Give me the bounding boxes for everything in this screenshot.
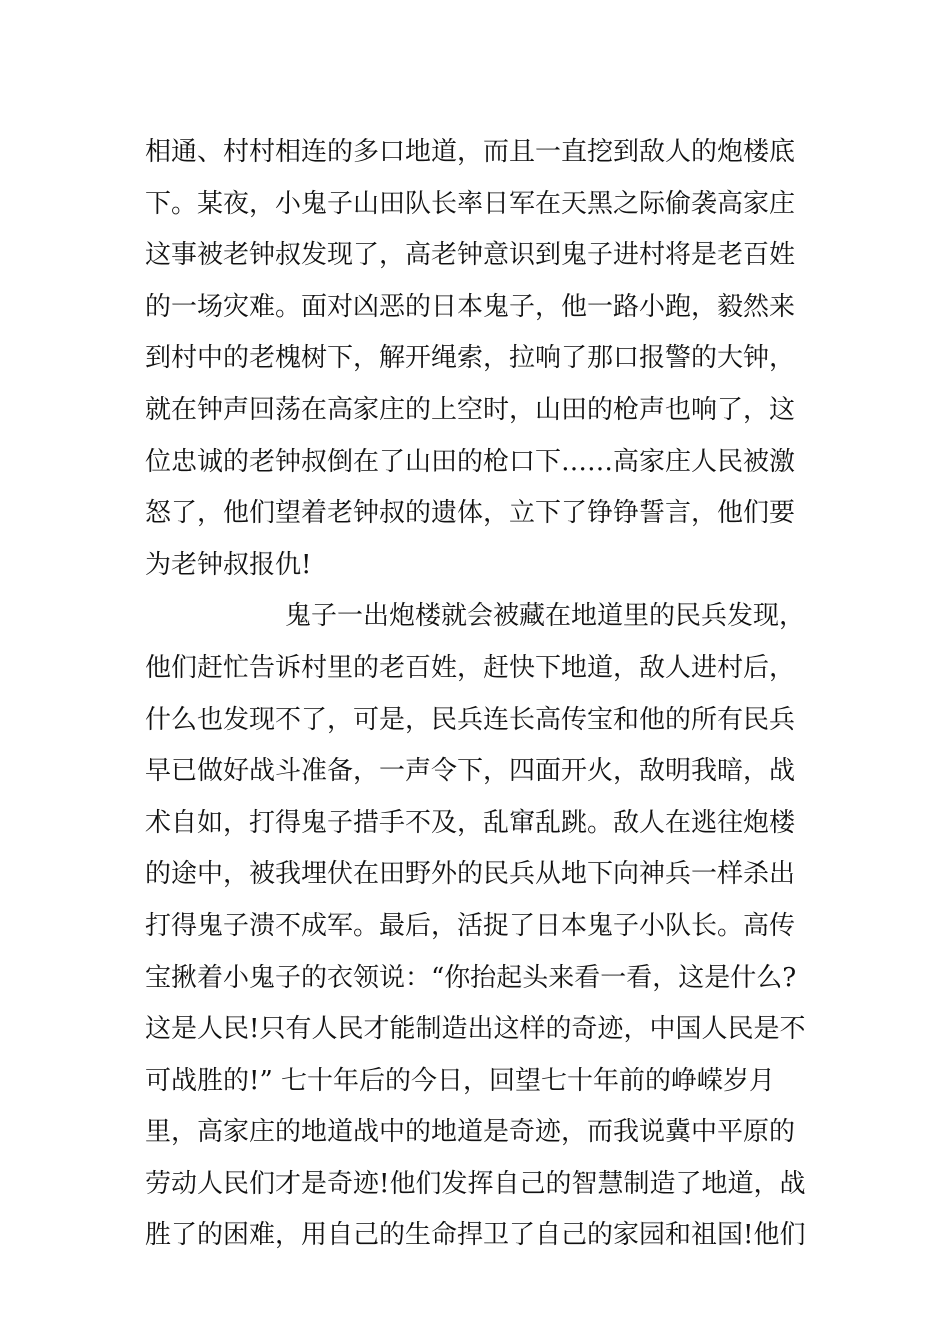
text-line: 怒了，他们望着老钟叔的遗体，立下了铮铮誓言，他们要 (145, 498, 796, 529)
text-line: 打得鬼子溃不成军。最后，活捉了日本鬼子小队长。高传 (145, 910, 796, 941)
text-line: 胜了的困难，用自己的生命捍卫了自己的家园和祖国!他们 (145, 1220, 806, 1251)
text-line: 宝揪着小鬼子的衣领说：“你抬起头来看一看，这是什么? (145, 962, 797, 993)
body-text (145, 127, 815, 1262)
text-line: 为老钟叔报仇! (145, 549, 312, 580)
text-line: 相通、村村相连的多口地道，而且一直挖到敌人的炮楼底 (145, 137, 796, 167)
text-line: 下。某夜，小鬼子山田队长率日军在天黑之际偷袭高家庄 (145, 188, 796, 219)
text-line: 他们赶忙告诉村里的老百姓，赶快下地道，敌人进村后， (145, 652, 796, 683)
text-line: 什么也发现不了，可是，民兵连长高传宝和他的所有民兵 (145, 704, 796, 735)
text-line: 这是人民!只有人民才能制造出这样的奇迹，中国人民是不 (145, 1014, 806, 1045)
paragraph-start-line: 鬼子一出炮楼就会被藏在地道里的民兵发现， (285, 601, 806, 632)
text-line: 劳动人民们才是奇迹!他们发挥自己的智慧制造了地道，战 (145, 1168, 806, 1199)
text-line: 可战胜的!” 七十年后的今日，回望七十年前的峥嵘岁月 (145, 1065, 776, 1096)
text-line: 到村中的老槐树下，解开绳索，拉响了那口报警的大钟， (145, 343, 796, 374)
text-line: 位忠诚的老钟叔倒在了山田的枪口下……高家庄人民被激 (145, 446, 796, 477)
text-line: 术自如，打得鬼子措手不及，乱窜乱跳。敌人在逃往炮楼 (145, 807, 796, 838)
text-line: 早已做好战斗准备，一声令下，四面开火，敌明我暗，战 (145, 756, 796, 787)
text-line: 就在钟声回荡在高家庄的上空时，山田的枪声也响了，这 (145, 394, 796, 425)
text-line: 这事被老钟叔发现了，高老钟意识到鬼子进村将是老百姓 (145, 240, 796, 271)
text-line: 的途中，被我埋伏在田野外的民兵从地下向神兵一样杀出 (145, 859, 796, 890)
text-line: 里，高家庄的地道战中的地道是奇迹，而我说冀中平原的 (145, 1117, 796, 1148)
text-line: 的一场灾难。面对凶恶的日本鬼子，他一路小跑，毅然来 (145, 291, 796, 322)
